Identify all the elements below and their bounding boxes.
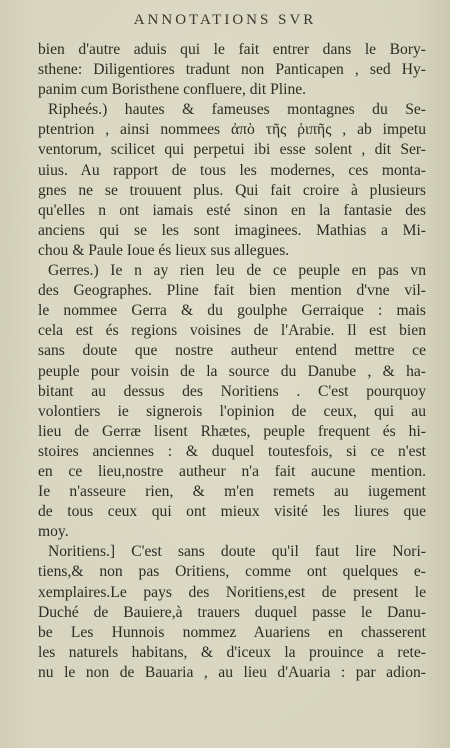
text-line: le nommee Gerra & du goulphe Gerraique : mais <box>38 302 426 320</box>
text-line: sans doute que nostre autheur entend mettre ce <box>38 342 426 360</box>
text-line: qu'elles n ont iamais esté sinon en la fantasie des <box>38 201 426 219</box>
text-line: de tous ceux qui ont mieux visité les liures que <box>38 503 426 521</box>
text-line: sthene: Diligentiores tradunt non Panticapen , sed Hy- <box>38 61 426 79</box>
text-line: uius. Au rapport de tous les modernes, ces monta- <box>38 161 426 179</box>
text-line: Ripheés.) hautes & fameuses montagnes du Se- <box>48 101 426 119</box>
text-line: chou & Paule Ioue és lieux sus allegues. <box>38 241 290 259</box>
text-line: stoires anciennes : & duquel toutesfois, si ce n'est <box>38 442 426 460</box>
text-line: les naturels habitans, & d'iceux la prouince a rete- <box>38 643 426 661</box>
text-line: moy. <box>38 523 69 541</box>
text-line: Duché de Bauiere,à trauers duquel passe le Danu- <box>38 603 426 621</box>
text-line: bitant au dessus des Noritiens . C'est pourquoy <box>38 382 426 400</box>
text-line: volontiers ie signerois l'opinion de ceux, qui au <box>38 402 426 420</box>
text-line: Noritiens.] C'est sans doute qu'il faut lire Nori- <box>48 543 426 561</box>
text-line: ptentrion , ainsi nommees ἀπὸ τῆς ῥιπῆς , ab impetu <box>38 121 426 139</box>
text-line: peuple pour voisin de la source du Danube , & ha- <box>38 362 426 380</box>
text-line: Ie n'asseure rien, & m'en remets au iugement <box>38 483 426 501</box>
text-line: bien d'autre aduis qui le fait entrer dans le Bory- <box>38 41 426 58</box>
text-line: be Les Hunnois nommez Auariens en chasserent <box>38 623 426 641</box>
text-line: anciens qui se les sont imaginees. Mathias a Mi- <box>38 221 426 239</box>
text-line: cela est és regions voisines de l'Arabie. Il est bien <box>38 322 426 340</box>
running-head-title: ANNOTATIONS SVR <box>133 12 317 28</box>
text-line: xemplaires.Le pays des Noritiens,est de present le <box>38 583 426 601</box>
text-line: lieu de Gerræ lisent Rhætes, peuple frequent és hi- <box>38 422 426 440</box>
text-line: des Geographes. Pline fait bien mention d'vne vil- <box>38 282 426 300</box>
text-line: nu le non de Bauaria , au lieu d'Auaria : par adion- <box>38 663 426 681</box>
text-line: en ce lieu,nostre autheur n'a fait aucune mention. <box>38 462 426 480</box>
body-text <box>38 40 426 683</box>
text-line: Gerres.) Ie n ay rien leu de ce peuple en pas vn <box>48 262 426 280</box>
text-line: tiens,& non pas Oritiens, comme ont quelques e- <box>38 563 426 581</box>
text-line: ventorum, scilicet qui perpetui ibi esse solent , dit Ser- <box>38 141 426 159</box>
text-line: gnes ne se trouuent plus. Qui fait croire à plusieurs <box>38 181 426 199</box>
text-line: panim cum Boristhene confluere, dit Pline. <box>38 81 307 99</box>
